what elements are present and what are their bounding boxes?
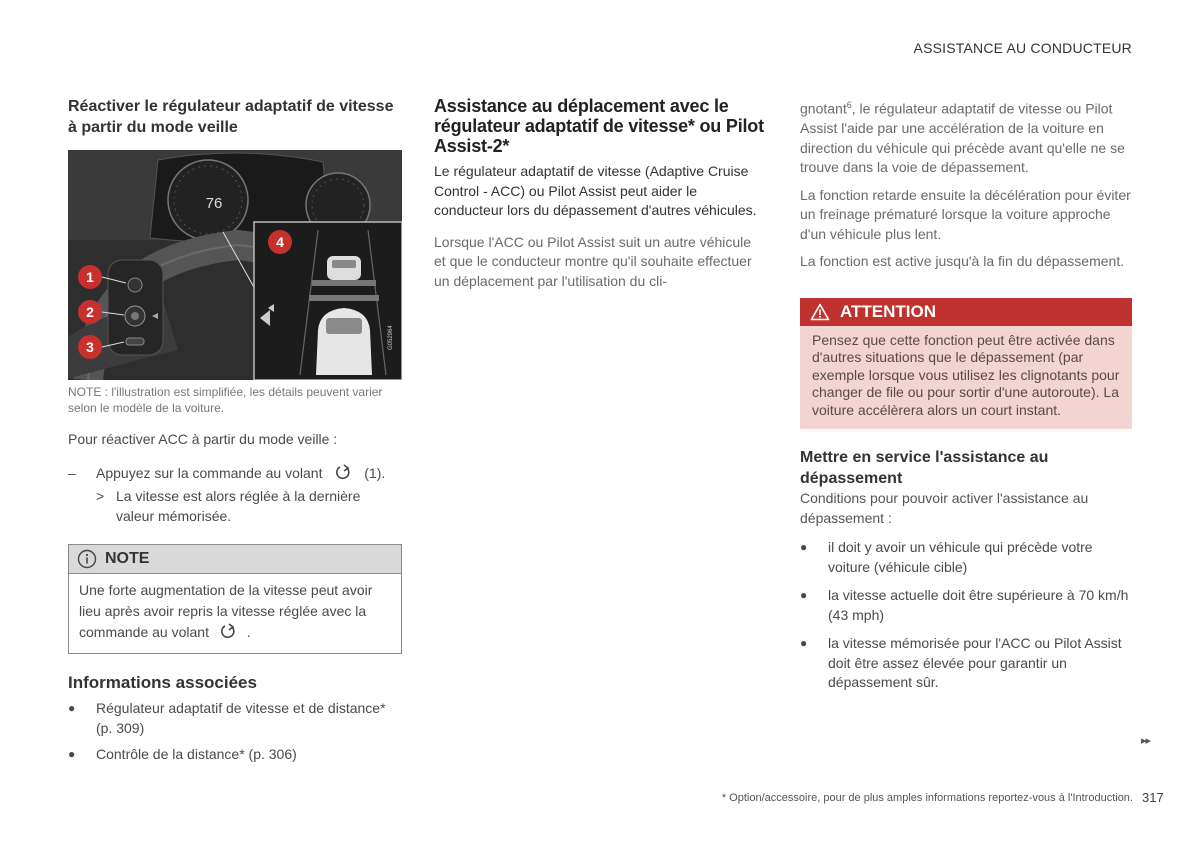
bullet-dot: ● <box>800 636 808 651</box>
step-item <box>68 464 402 484</box>
reactivate-intro: Pour réactiver ACC à partir du mode veille : <box>68 431 338 447</box>
condition-text: la vitesse mémorisée pour l'ACC ou Pilot Assist doit être assez élevée pour garantir un dépassement sûr. <box>828 635 1122 691</box>
related-heading: Informations associées <box>68 673 257 692</box>
related-link-text: Contrôle de la distance* (p. 306) <box>96 746 297 762</box>
deceleration-text: La fonction retarde ensuite la décélération pour éviter un freinage prématuré lorsque la voiture approche d'un véhicule plus lent. <box>800 186 1131 242</box>
condition-text: il doit y avoir un véhicule qui précède votre voiture (véhicule cible) <box>828 539 1093 575</box>
conditions-intro: Conditions pour pouvoir activer l'assistance au dépassement : <box>800 490 1089 526</box>
active-until-text: La fonction est active jusqu'à la fin du dépassement. <box>800 253 1125 270</box>
speed-readout: 76 <box>205 195 223 212</box>
note-suffix: . <box>246 624 251 640</box>
info-icon <box>77 549 97 569</box>
footnote-ref: 6 <box>846 100 852 110</box>
note-header <box>69 545 401 574</box>
bullet-dot: ● <box>800 540 808 555</box>
step-dash: – <box>68 464 76 481</box>
overtake-continued <box>800 96 1132 178</box>
badge-2: 2 <box>86 304 94 320</box>
resume-arrow-icon <box>219 623 239 639</box>
activate-heading: Mettre en service l'assistance au dépassement <box>800 449 1049 488</box>
note-body-wrap <box>69 574 401 653</box>
overtake-intro: Le régulateur adaptatif de vitesse (Adaptive Cruise Control - ACC) ou Pilot Assist peut aider le conducteur lors du dépassement d'autres véhicules. <box>434 163 757 218</box>
resume-arrow-icon <box>334 464 354 480</box>
page-number: 317 <box>1142 790 1164 805</box>
related-link-text: Régulateur adaptatif de vitesse et de distance* (p. 309) <box>96 700 386 736</box>
condition-item <box>800 538 1132 577</box>
condition-item <box>800 634 1132 693</box>
condition-text: la vitesse actuelle doit être supérieure à 70 km/h (43 mph) <box>828 587 1129 623</box>
bullet-dot: ● <box>68 701 76 715</box>
step-text-wrap <box>96 464 385 484</box>
step-suffix: (1). <box>364 464 386 481</box>
related-list <box>68 699 402 765</box>
column-middle <box>434 96 766 291</box>
footer-note: * Option/accessoire, pour de plus amples informations reportez-vous à l'Introduction. <box>721 792 1133 804</box>
column-left <box>68 96 402 772</box>
section-header: ASSISTANCE AU CONDUCTEUR <box>913 40 1132 56</box>
note-box <box>68 544 402 654</box>
related-link[interactable] <box>68 699 402 738</box>
note-body: Une forte augmentation de la vitesse peut avoir lieu après avoir repris la vitesse réglée avec la commande au volant <box>79 582 373 640</box>
section-heading-reactivate: Réactiver le régulateur adaptatif de vitesse à partir du mode veille <box>68 98 394 136</box>
condition-item <box>800 586 1132 625</box>
step-text: Appuyez sur la commande au volant <box>96 464 323 481</box>
note-title: NOTE <box>105 550 150 567</box>
section-heading-overtake-assist: Assistance au déplacement avec le régulateur adaptatif de vitesse* ou Pilot Assist-2* <box>434 96 764 156</box>
continued-rest: , le régulateur adaptatif de vitesse ou Pilot Assist l'aide par une accélération de la voiture en direction du véhicule qui précède avant qu'elle ne se trouve dans la voie de dépassement. <box>800 100 1125 176</box>
steering-wheel-illustration <box>68 150 402 380</box>
figure-code: G052964 <box>388 325 394 350</box>
bullet-dot: ● <box>68 747 76 761</box>
attention-body: Pensez que cette fonction peut être activée dans d'autres situations que le dépassement (par exemple lorsque vous utilisez les clignotants pour changer de file ou pour sortir d'une autoroute). La voiture accélèrera alors un court instant. <box>800 326 1132 430</box>
related-link[interactable] <box>68 745 402 765</box>
attention-box <box>800 298 1132 430</box>
illustration-svg <box>68 150 402 380</box>
column-right <box>800 96 1132 700</box>
result-text: La vitesse est alors réglée à la dernière valeur mémorisée. <box>116 488 361 524</box>
attention-title: ATTENTION <box>840 301 937 321</box>
step-result <box>96 487 402 526</box>
badge-3: 3 <box>86 339 94 355</box>
continued-start: gnotant <box>800 100 847 117</box>
figure-caption: NOTE : l'illustration est simplifiée, les détails peuvent varier selon le modèle de la voiture. <box>68 385 383 415</box>
warning-triangle-icon <box>810 303 830 321</box>
badge-4: 4 <box>276 234 284 250</box>
conditions-list <box>800 538 1132 693</box>
result-mark: > <box>96 488 105 504</box>
badge-1: 1 <box>86 269 94 285</box>
bullet-dot: ● <box>800 588 808 603</box>
attention-header <box>800 298 1132 326</box>
overtake-detail: Lorsque l'ACC ou Pilot Assist suit un autre véhicule et que le conducteur montre qu'il souhaite effectuer un déplacement par l'utilisation du cli- <box>434 233 752 289</box>
continue-arrows: ▸▸ <box>1140 735 1150 747</box>
